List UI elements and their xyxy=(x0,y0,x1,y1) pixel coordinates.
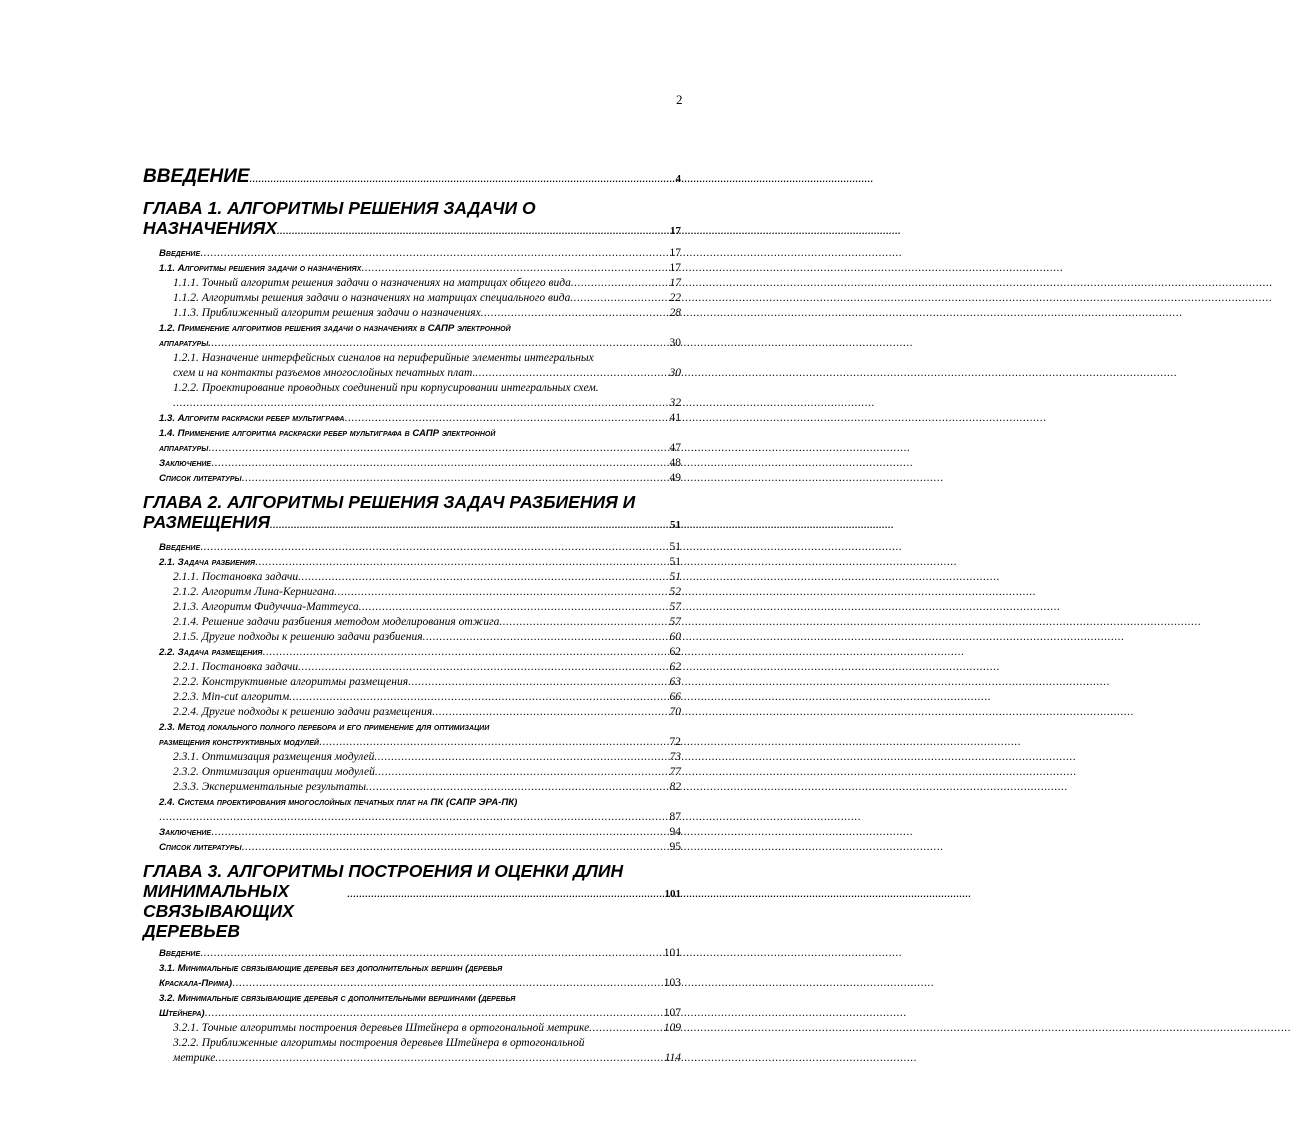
dot-leader xyxy=(205,1006,663,1021)
chapter-title-line2: НАЗНАЧЕНИЯХ xyxy=(143,218,277,238)
dot-leader xyxy=(159,810,669,825)
entry-page: 51 xyxy=(669,571,681,583)
toc-subsection-entry xyxy=(143,570,681,585)
entry-page: 49 xyxy=(669,472,681,484)
entry-page: 77 xyxy=(669,766,681,778)
entry-page: 32 xyxy=(669,397,681,409)
chapter-title-entry xyxy=(143,512,681,535)
toc-subsection-entry xyxy=(143,675,681,690)
toc-subsection-entry xyxy=(143,750,681,765)
entry-title-line1: 2.3. Метод локального полного перебора и его применение для оптимизации xyxy=(159,722,490,733)
dot-leader xyxy=(408,675,668,690)
entry-page: 94 xyxy=(669,826,681,838)
entry-continuation xyxy=(173,366,681,381)
dot-leader xyxy=(242,471,669,486)
entry-page: 52 xyxy=(669,586,681,598)
entry-title-line2: Штейнера) xyxy=(159,1008,205,1019)
dot-leader xyxy=(589,1021,663,1036)
entry-title: 2.1.5. Другие подходы к решению задачи разбиения xyxy=(173,631,423,643)
entry-page: 47 xyxy=(669,442,681,454)
dot-leader xyxy=(344,411,668,426)
entry-title: 2.1.3. Алгоритм Фидуччиа-Маттеуса xyxy=(173,601,359,613)
toc-subsection-entry xyxy=(143,381,681,411)
dot-leader xyxy=(319,735,669,750)
entry-title: Заключение xyxy=(159,458,212,469)
entry-title-line1: 1.2. Применение алгоритмов решения задачи о назначениях в САПР электронной xyxy=(159,323,511,334)
dot-leader xyxy=(211,456,668,471)
entry-title: Заключение xyxy=(159,827,212,838)
entry-title-line1: 1.2.2. Проектирование проводных соединений при корпусировании интегральных схем. xyxy=(173,382,599,394)
entry-title: Список литературы xyxy=(159,842,242,853)
entry-page: 114 xyxy=(664,1052,681,1064)
dot-leader xyxy=(289,690,668,705)
entry-page: 30 xyxy=(669,367,681,379)
dot-leader xyxy=(366,780,668,795)
chapter-block xyxy=(143,198,681,486)
entry-page: 30 xyxy=(669,337,681,349)
entry-page: 73 xyxy=(669,751,681,763)
chapter-title-line2: РАЗМЕЩЕНИЯ xyxy=(143,512,270,532)
dot-leader xyxy=(270,515,669,535)
dot-leader xyxy=(374,750,668,765)
entry-title: Введение xyxy=(159,948,201,959)
entry-continuation xyxy=(159,810,681,825)
dot-leader xyxy=(298,570,668,585)
entry-title: 2.2. Задача размещения xyxy=(159,647,263,658)
entry-page: 103 xyxy=(663,977,681,989)
toc-subsection-entry xyxy=(143,1021,681,1036)
entry-continuation xyxy=(159,441,681,456)
toc-intro-title: ВВЕДЕНИЕ xyxy=(143,166,250,187)
dot-leader xyxy=(211,336,669,351)
toc-section-entry xyxy=(143,411,681,426)
toc-subsection-entry xyxy=(143,600,681,615)
chapter-title-line1: ГЛАВА 2. АЛГОРИТМЫ РЕШЕНИЯ ЗАДАЧ РАЗБИЕНИЯ И xyxy=(143,492,636,512)
entry-page: 22 xyxy=(669,292,681,304)
toc-subsection-entry xyxy=(143,585,681,600)
dot-leader xyxy=(200,540,668,555)
entry-page: 63 xyxy=(669,676,681,688)
entry-title-line2: размещения конструктивных модулей xyxy=(159,737,319,748)
dot-leader xyxy=(570,291,668,306)
dot-leader xyxy=(499,615,668,630)
toc-section-entry xyxy=(143,825,681,840)
entry-page: 60 xyxy=(669,631,681,643)
dot-leader xyxy=(232,976,663,991)
entry-continuation xyxy=(173,396,681,411)
entry-title: Введение xyxy=(159,248,201,259)
entry-page: 62 xyxy=(669,661,681,673)
entry-page: 109 xyxy=(663,1022,681,1034)
toc-section-entry xyxy=(143,261,681,276)
entry-page: 51 xyxy=(669,541,681,553)
entry-page: 72 xyxy=(669,736,681,748)
toc-subsection-entry xyxy=(143,660,681,675)
dot-leader xyxy=(277,221,669,241)
entry-title: 2.1.1. Постановка задачи xyxy=(173,571,299,583)
toc-section-entry xyxy=(143,795,681,825)
entry-title: 2.1.4. Решение задачи разбиения методом моделирования отжига xyxy=(173,616,500,628)
entry-page: 57 xyxy=(669,601,681,613)
chapter-title-entry xyxy=(143,881,681,941)
entry-page: 107 xyxy=(663,1007,681,1019)
toc-intro-entry xyxy=(143,166,681,188)
dot-leader xyxy=(262,645,668,660)
chapter-page: 17 xyxy=(670,225,681,237)
toc-section-entry xyxy=(143,645,681,660)
dot-leader xyxy=(255,555,669,570)
entry-title-line1: 3.2. Минимальные связывающие деревья с дополнительными вершинами (деревья xyxy=(159,993,516,1004)
entry-title: 2.2.2. Конструктивные алгоритмы размещения xyxy=(173,676,409,688)
dot-leader xyxy=(423,630,669,645)
toc-subsection-entry xyxy=(143,780,681,795)
entry-continuation xyxy=(159,336,681,351)
dot-leader xyxy=(359,600,669,615)
entry-title: 2.2.4. Другие подходы к решению задачи размещения xyxy=(173,706,433,718)
entry-title: 2.2.1. Постановка задачи xyxy=(173,661,299,673)
entry-page: 17 xyxy=(669,277,681,289)
entry-page: 41 xyxy=(669,412,681,424)
entry-continuation xyxy=(173,1051,681,1066)
toc-section-entry xyxy=(143,555,681,570)
toc-subsection-entry xyxy=(143,351,681,381)
entry-page: 17 xyxy=(669,262,681,274)
dot-leader xyxy=(432,705,668,720)
entry-title-line2: схем и на контакты разъемов многослойных печатных плат. xyxy=(173,367,476,379)
toc-section-entry xyxy=(143,840,681,855)
dot-leader xyxy=(347,884,663,904)
entry-continuation xyxy=(159,735,681,750)
entry-page: 95 xyxy=(669,841,681,853)
entry-title: Введение xyxy=(159,542,201,553)
chapter-page: 51 xyxy=(670,519,681,531)
entry-title-line1: 1.4. Применение алгоритма раскраски ребер мультиграфа в САПР электронной xyxy=(159,428,496,439)
dot-leader xyxy=(481,306,669,321)
entry-page: 82 xyxy=(669,781,681,793)
entry-page: 28 xyxy=(669,307,681,319)
entry-title-line1: 3.2.2. Приближенные алгоритмы построения деревьев Штейнера в ортогональной xyxy=(173,1037,585,1049)
chapter-title-line1: ГЛАВА 3. АЛГОРИТМЫ ПОСТРОЕНИЯ И ОЦЕНКИ ДЛИН xyxy=(143,861,624,881)
entry-page: 101 xyxy=(663,947,681,959)
dot-leader xyxy=(200,246,668,261)
chapters-container xyxy=(143,198,681,1066)
dot-leader xyxy=(250,174,675,184)
dot-leader xyxy=(242,840,669,855)
dot-leader xyxy=(208,441,668,456)
entry-page: 51 xyxy=(669,556,681,568)
entry-title: 2.2.3. Min-cut алгоритм xyxy=(173,691,290,703)
toc-section-entry xyxy=(143,471,681,486)
entry-title: 2.1. Задача разбиения xyxy=(159,557,255,568)
toc-subsection-entry xyxy=(143,690,681,705)
toc-intro-page: 4 xyxy=(675,173,681,185)
entry-title: 2.3.1. Оптимизация размещения модулей xyxy=(173,751,375,763)
toc-subsection-entry xyxy=(143,306,681,321)
toc-subsection-entry xyxy=(143,615,681,630)
entry-title-line1: 2.4. Система проектирования многослойных печатных плат на ПК (САПР ЭРА-ПК) xyxy=(159,797,518,808)
chapter-title-line2: МИНИМАЛЬНЫХ СВЯЗЫВАЮЩИХ ДЕРЕВЬЕВ xyxy=(143,881,294,941)
chapter-page: 101 xyxy=(664,888,681,900)
chapter-title-entry xyxy=(143,218,681,241)
toc-section-entry xyxy=(143,961,681,991)
entry-continuation xyxy=(159,1006,681,1021)
entry-title: 3.2.1. Точные алгоритмы построения деревьев Штейнера в ортогональной метрике xyxy=(173,1022,590,1034)
toc-section-entry xyxy=(143,426,681,456)
toc-subsection-entry xyxy=(143,630,681,645)
entry-page: 57 xyxy=(669,616,681,628)
entry-page: 70 xyxy=(669,706,681,718)
entry-title: 1.3. Алгоритм раскраски ребер мультиграфа xyxy=(159,413,345,424)
page-number: 2 xyxy=(676,92,683,107)
table-of-contents xyxy=(143,166,681,1066)
entry-title: 1.1.3. Приближенный алгоритм решения задачи о назначениях xyxy=(173,307,481,319)
dot-leader xyxy=(173,396,669,411)
entry-title-line2: аппаратуры xyxy=(159,443,209,454)
chapter-title-line1: ГЛАВА 1. АЛГОРИТМЫ РЕШЕНИЯ ЗАДАЧИ О xyxy=(143,198,536,218)
dot-leader xyxy=(375,765,669,780)
entry-continuation xyxy=(159,976,681,991)
entry-page: 66 xyxy=(669,691,681,703)
entry-title-line1: 1.2.1. Назначение интерфейсных сигналов на периферийные элементы интегральных xyxy=(173,352,594,364)
dot-leader xyxy=(200,946,663,961)
toc-subsection-entry xyxy=(143,765,681,780)
entry-title-line2: аппаратуры. xyxy=(159,338,211,349)
toc-section-entry xyxy=(143,991,681,1021)
entry-title: 2.1.2. Алгоритм Лина-Кернигана xyxy=(173,586,335,598)
toc-section-entry xyxy=(143,720,681,750)
entry-title-line1: 3.1. Минимальные связывающие деревья без дополнительных вершин (деревья xyxy=(159,963,503,974)
entry-title-line2: метрике xyxy=(173,1052,216,1064)
entry-title: 1.1.1. Точный алгоритм решения задачи о назначениях на матрицах общего вида xyxy=(173,277,571,289)
toc-section-entry xyxy=(143,540,681,555)
entry-page: 17 xyxy=(669,247,681,259)
toc-subsection-entry xyxy=(143,291,681,306)
toc-section-entry xyxy=(143,321,681,351)
entry-title: 1.1. Алгоритмы решения задачи о назначениях xyxy=(159,263,362,274)
toc-section-entry xyxy=(143,946,681,961)
dot-leader xyxy=(215,1051,663,1066)
toc-subsection-entry xyxy=(143,276,681,291)
entry-title: 2.3.3. Экспериментальные результаты xyxy=(173,781,367,793)
dot-leader xyxy=(298,660,668,675)
dot-leader xyxy=(334,585,668,600)
entry-title-line2: Краскала-Прима) xyxy=(159,978,233,989)
dot-leader xyxy=(361,261,668,276)
entry-page: 87 xyxy=(669,811,681,823)
chapter-block xyxy=(143,861,681,1066)
chapter-block xyxy=(143,492,681,855)
toc-section-entry xyxy=(143,246,681,261)
dot-leader xyxy=(475,366,668,381)
entry-title: 1.1.2. Алгоритмы решения задачи о назначениях на матрицах специального вида xyxy=(173,292,571,304)
toc-subsection-entry xyxy=(143,1036,681,1066)
dot-leader xyxy=(211,825,668,840)
entry-title: Список литературы xyxy=(159,473,242,484)
entry-page: 48 xyxy=(669,457,681,469)
toc-section-entry xyxy=(143,456,681,471)
entry-page: 62 xyxy=(669,646,681,658)
entry-title: 2.3.2. Оптимизация ориентации модулей xyxy=(173,766,375,778)
toc-subsection-entry xyxy=(143,705,681,720)
dot-leader xyxy=(571,276,669,291)
